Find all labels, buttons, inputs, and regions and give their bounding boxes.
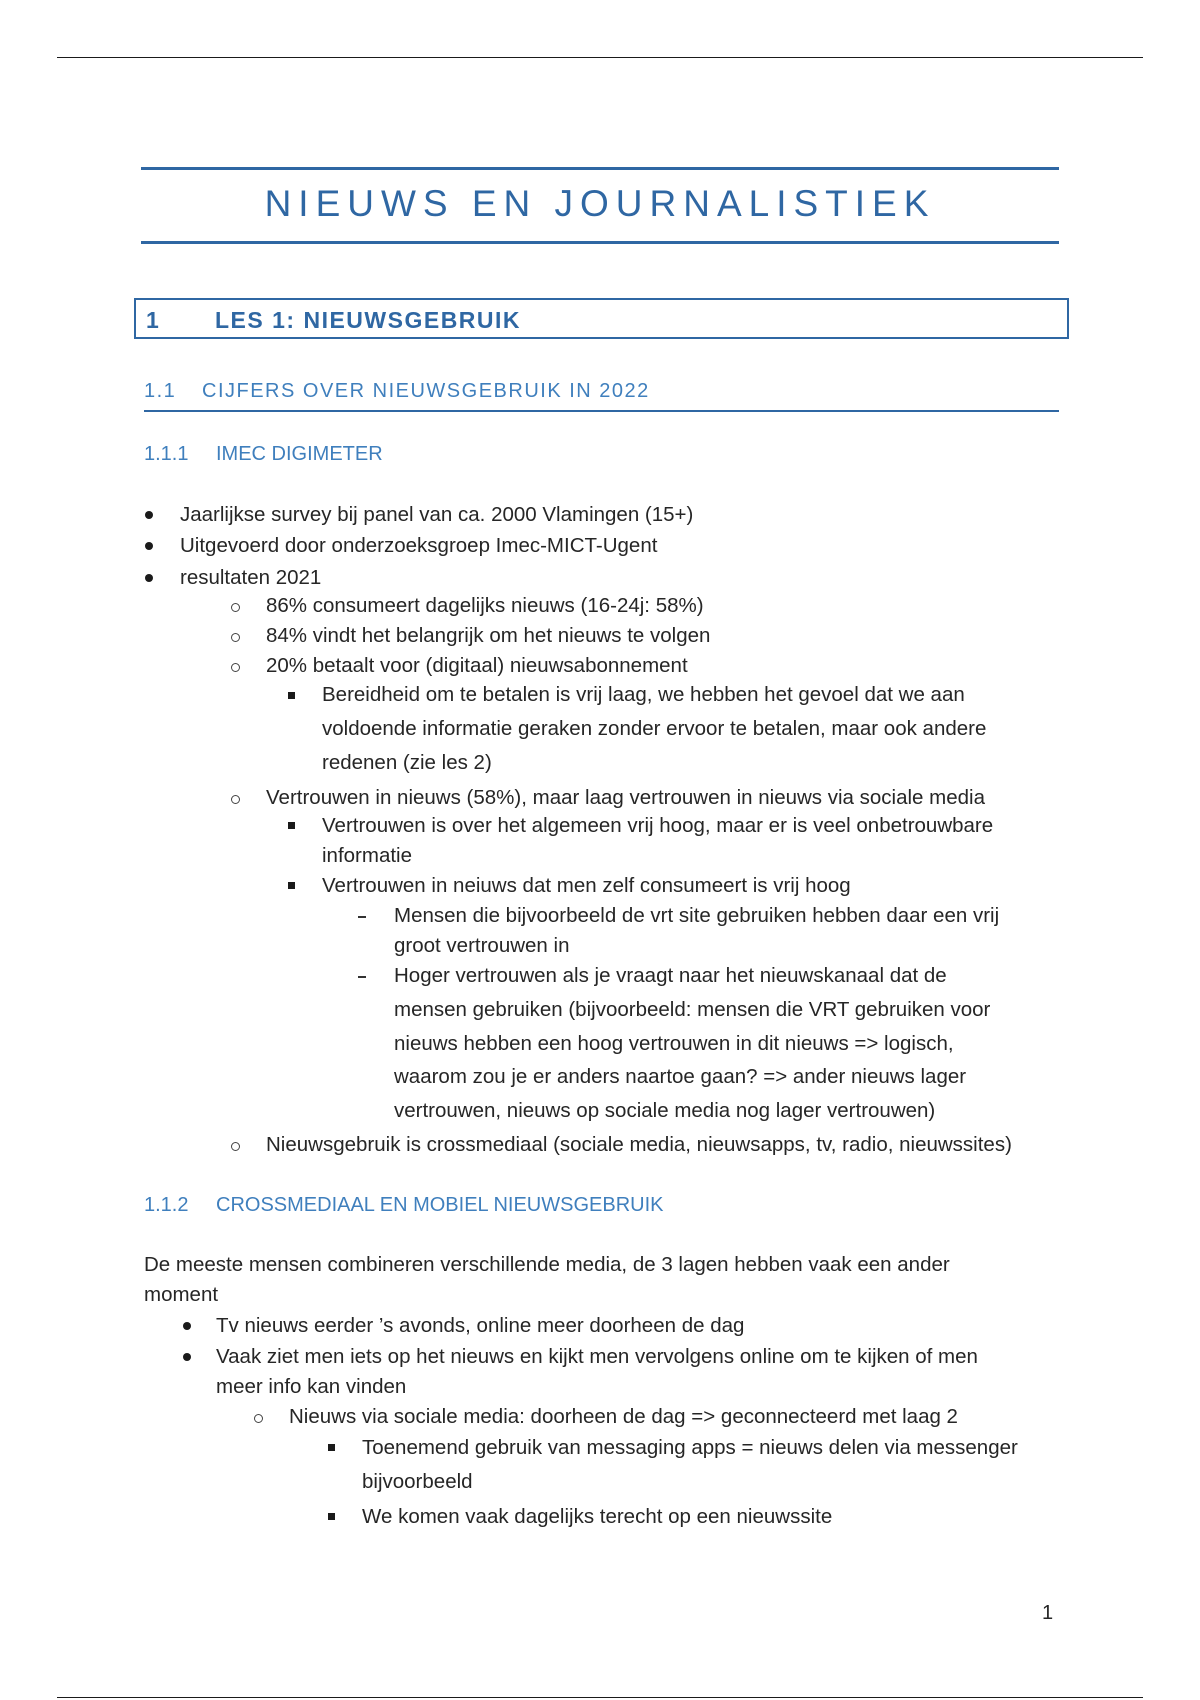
bullet-dot bbox=[145, 511, 153, 519]
bullet-circle bbox=[231, 795, 240, 804]
heading-3-number: 1.1.2 bbox=[144, 1194, 189, 1216]
list-item: Jaarlijkse survey bij panel van ca. 2000 Vlamingen (15+) bbox=[180, 503, 694, 526]
list-item: 86% consumeert dagelijks nieuws (16-24j: 58%) bbox=[266, 594, 704, 617]
bullet-dot bbox=[145, 574, 153, 582]
bullet-circle bbox=[231, 603, 240, 612]
list-item: resultaten 2021 bbox=[180, 566, 322, 589]
title-block bbox=[141, 167, 1059, 244]
bullet-dash bbox=[358, 916, 366, 918]
bullet-circle bbox=[231, 1142, 240, 1151]
list-item-continuation: voldoende informatie geraken zonder ervoor te betalen, maar ook andere bbox=[322, 717, 987, 740]
list-item: Uitgevoerd door onderzoeksgroep Imec-MICT-Ugent bbox=[180, 534, 658, 557]
list-item: Bereidheid om te betalen is vrij laag, we hebben het gevoel dat we aan bbox=[322, 683, 965, 706]
list-item: Vertrouwen in neiuws dat men zelf consumeert is vrij hoog bbox=[322, 874, 851, 897]
heading-2-number: 1.1 bbox=[144, 380, 177, 402]
paragraph-continuation: moment bbox=[144, 1283, 219, 1306]
list-item: 84% vindt het belangrijk om het nieuws te volgen bbox=[266, 624, 711, 647]
list-item: 20% betaalt voor (digitaal) nieuwsabonnement bbox=[266, 654, 688, 677]
heading-2 bbox=[144, 380, 1059, 412]
list-item-continuation: waarom zou je er anders naartoe gaan? => ander nieuws lager bbox=[394, 1065, 967, 1088]
heading-2-text: CIJFERS OVER NIEUWSGEBRUIK IN 2022 bbox=[202, 380, 650, 402]
paragraph: De meeste mensen combineren verschillende media, de 3 lagen hebben vaak een ander bbox=[144, 1253, 950, 1276]
list-item-continuation: informatie bbox=[322, 844, 413, 867]
bullet-square bbox=[328, 1513, 335, 1520]
bullet-square bbox=[288, 822, 295, 829]
bullet-dot bbox=[145, 542, 153, 550]
bullet-circle bbox=[231, 663, 240, 672]
bullet-dot bbox=[183, 1322, 191, 1330]
list-item-continuation: bijvoorbeeld bbox=[362, 1470, 473, 1493]
list-item-continuation: meer info kan vinden bbox=[216, 1375, 407, 1398]
heading-1-number: 1 bbox=[146, 307, 161, 333]
heading-1-text: LES 1: NIEUWSGEBRUIK bbox=[215, 307, 522, 333]
list-item: We komen vaak dagelijks terecht op een nieuwssite bbox=[362, 1505, 833, 1528]
list-item: Nieuws via sociale media: doorheen de dag => geconnecteerd met laag 2 bbox=[289, 1405, 958, 1428]
list-item: Mensen die bijvoorbeeld de vrt site gebruiken hebben daar een vrij bbox=[394, 904, 1000, 927]
list-item: Tv nieuws eerder ’s avonds, online meer doorheen de dag bbox=[216, 1314, 745, 1337]
bullet-square bbox=[288, 882, 295, 889]
list-item: Hoger vertrouwen als je vraagt naar het nieuwskanaal dat de bbox=[394, 964, 947, 987]
bullet-square bbox=[328, 1444, 335, 1451]
heading-1 bbox=[134, 298, 1069, 339]
list-item: Nieuwsgebruik is crossmediaal (sociale media, nieuwsapps, tv, radio, nieuwssites) bbox=[266, 1133, 1012, 1156]
document-title: NIEUWS EN JOURNALISTIEK bbox=[264, 183, 936, 224]
list-item: Toenemend gebruik van messaging apps = nieuws delen via messenger bbox=[362, 1436, 1018, 1459]
list-item: Vertrouwen is over het algemeen vrij hoog, maar er is veel onbetrouwbare bbox=[322, 814, 994, 837]
heading-3-text: IMEC DIGIMETER bbox=[216, 443, 383, 465]
list-item-continuation: mensen gebruiken (bijvoorbeeld: mensen die VRT gebruiken voor bbox=[394, 998, 991, 1021]
bullet-dash bbox=[358, 976, 366, 978]
bullet-circle bbox=[231, 633, 240, 642]
list-item-continuation: redenen (zie les 2) bbox=[322, 751, 492, 774]
list-item-continuation: groot vertrouwen in bbox=[394, 934, 570, 957]
list-item-continuation: nieuws hebben een hoog vertrouwen in dit nieuws => logisch, bbox=[394, 1032, 954, 1055]
bullet-square bbox=[288, 692, 295, 699]
list-item: Vaak ziet men iets op het nieuws en kijkt men vervolgens online om te kijken of men bbox=[216, 1345, 978, 1368]
list-item-continuation: vertrouwen, nieuws op sociale media nog lager vertrouwen) bbox=[394, 1099, 936, 1122]
bullet-dot bbox=[183, 1353, 191, 1361]
footer-rule bbox=[57, 1697, 1143, 1698]
page-number: 1 bbox=[1042, 1602, 1054, 1624]
heading-3-number: 1.1.1 bbox=[144, 443, 189, 465]
heading-3-text: CROSSMEDIAAL EN MOBIEL NIEUWSGEBRUIK bbox=[216, 1194, 664, 1216]
list-item: Vertrouwen in nieuws (58%), maar laag vertrouwen in nieuws via sociale media bbox=[266, 786, 985, 809]
bullet-circle bbox=[254, 1414, 263, 1423]
header-rule bbox=[57, 57, 1143, 58]
